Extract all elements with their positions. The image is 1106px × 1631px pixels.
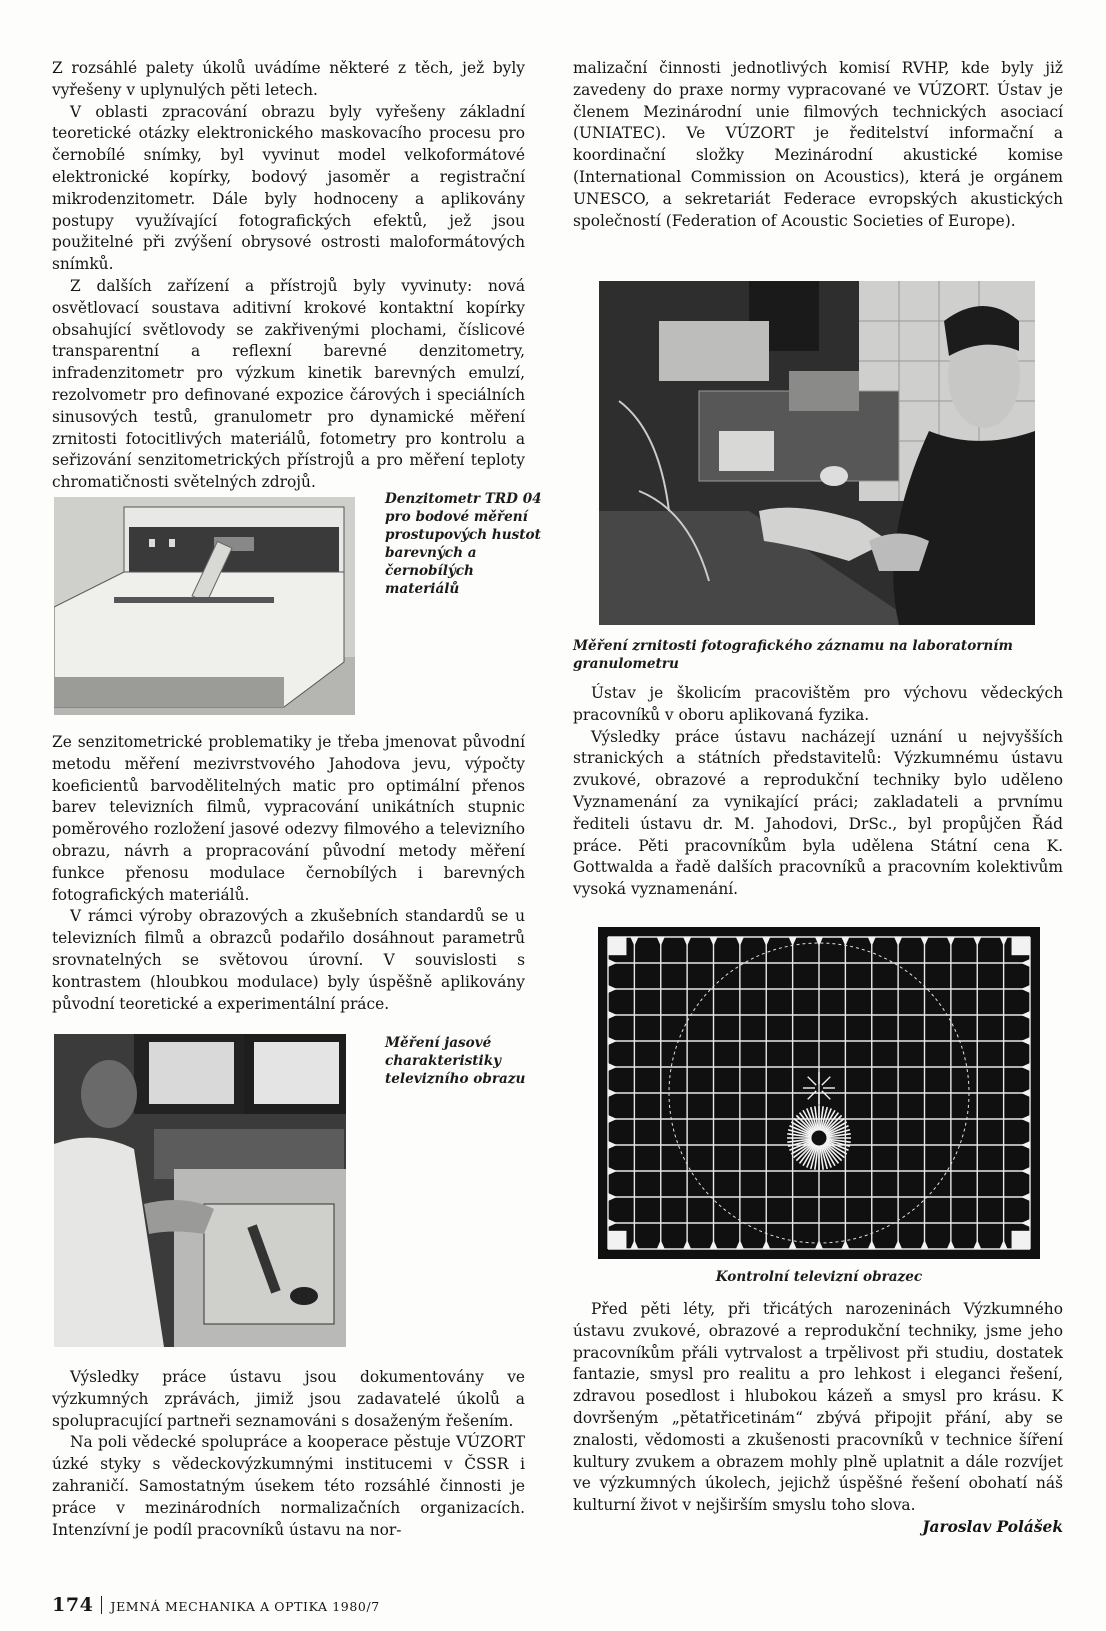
paragraph: Před pěti léty, při třicátých narozeninách Výzkumného ústavu zvukové, obrazové a reprodukční techniky, jsme jeho pracovníkům přáli vytrvalost a trpělivost při studiu, dostatek fantazie, smysl pro realitu a pro lehkost i eleganci řešení, zdravou posedlost i hlubokou kázeň a smysl pro krásu. K dovršeným „pětatřicetinám“ zbývá připojit přání, aby se znalosti, vědomosti a zkušenosti pracovníků v technice šíření kultury zvukem a obrazem mohly plně uplatnit a dále rozvíjet ve výzkumných úkolech, jejichž úspěšné řešení obohatí náš kulturní život v nejširším smyslu toho slova. — [573, 1300, 1063, 1515]
left-column-block-3 — [52, 1367, 525, 1541]
right-column-block-2 — [573, 683, 1063, 901]
test-pattern-caption: Kontrolní televizní obrazec — [715, 1269, 923, 1285]
paragraph: V oblasti zpracování obrazu byly vyřešeny základní teoretické otázky elektronického maskovacího procesu pro černobílé snímky, byl vyvinut model velkoformátové elektronické kopírky, bodový jasoměr a registrační mikrodenzitometr. Dále byly hodnoceny a aplikovány postupy využívající fotografických efektů, jež jsou použitelné při zvýšení obrysové ostrosti maloformátových snímků. — [52, 102, 525, 274]
densitometer-photo — [54, 497, 355, 715]
right-column-block-3 — [573, 1299, 1063, 1539]
paragraph: malizační činnosti jednotlivých komisí RVHP, kde byly již zavedeny do praxe normy vypracované ve VÚZORT. Ústav je členem Mezinárodní unie filmových technických asociací (UNIATEC). Ve VÚZORT je ředitelství informační a koordinační složky Mezinárodní akustické komise (International Commission on Acoustics), která je orgánem UNESCO, a sekretariát Federace evropských akustických společností (Federation of Acoustic Societies of Europe). — [573, 59, 1063, 230]
paragraph: Na poli vědecké spolupráce a kooperace pěstuje VÚZORT úzké styky s vědeckovýzkumnými institucemi v ČSSR i zahraničí. Samostatným úsekem této rozsáhlé činnosti je práce v mezinárodních normalizačních organizacích. Intenzívní je podíl pracovníků ústavu na nor- — [52, 1433, 525, 1539]
paragraph: Z rozsáhlé palety úkolů uvádíme některé z těch, jež byly vyřešeny v uplynulých pěti letech. — [52, 59, 525, 99]
author-signature: Jaroslav Polášek — [922, 1517, 1063, 1536]
paragraph: Výsledky práce ústavu jsou dokumentovány ve výzkumných zprávách, jimiž jsou zadavatelé úkolů a spolupracující partneři seznamováni s dosaženým řešením. — [52, 1368, 525, 1430]
footer-divider — [101, 1596, 102, 1614]
tv-test-pattern-image — [598, 927, 1040, 1259]
page-number: 174 — [52, 1594, 94, 1616]
paragraph: V rámci výroby obrazových a zkušebních standardů se u televizních filmů a obrazců podařilo dosáhnout parametrů srovnatelných se světovou úrovní. V souvislosti s kontrastem (hloubkou modulace) byly úspěšně aplikovány původní teoretické a experimentální práce. — [52, 907, 525, 1013]
densitometer-caption: Denzitometr TRD 04 pro bodové měření prostupových hustot barevných a černobílých materiálů — [385, 491, 542, 597]
granulometer-caption: Měření zrnitosti fotografického záznamu na laboratorním granulometru — [573, 638, 1013, 672]
granulometer-photo — [599, 281, 1035, 625]
left-column-block-2 — [52, 732, 525, 1015]
paragraph: Z dalších zařízení a přístrojů byly vyvinuty: nová osvětlovací soustava aditivní krokové kontaktní kopírky obsahující světlovody se zakřivenými plochami, číslicové transparentní a reflexní barevné denzitometry, infradenzitometr pro výzkum kinetik barevných emulzí, rezolvometr pro definované expozice čárových i speciálních sinusových testů, granulometr pro dynamické měření zrnitosti fotocitlivých materiálů, fotometry pro kontrolu a seřizování senzitometrických přístrojů a pro měření teploty chromatičnosti světelných zdrojů. — [52, 276, 525, 492]
left-column-block-1 — [52, 58, 525, 494]
tv-measurement-caption: Měření jasové charakteristiky televizního obrazu — [385, 1035, 526, 1087]
journal-title: JEMNÁ MECHANIKA A OPTIKA 1980/7 — [110, 1599, 380, 1614]
page-footer — [52, 1594, 380, 1616]
paragraph: Ústav je školicím pracovištěm pro výchovu vědeckých pracovníků v oboru aplikovaná fyzika. — [573, 684, 1063, 724]
tv-measurement-photo — [54, 1034, 346, 1347]
paragraph: Ze senzitometrické problematiky je třeba jmenovat původní metodu měření mezivrstvového Jahodova jevu, výpočty koeficientů barvodělitelných matic pro optimální přenos barev televizních filmů, vypracování unikátních stupnic poměrového rozložení jasové odezvy filmového a televizního obrazu, návrh a propracování původní metody měření funkce přenosu modulace černobílých i barevných fotografických materiálů. — [52, 733, 525, 904]
paragraph: Výsledky práce ústavu nacházejí uznání u nejvyšších stranických a státních představitelů: Výzkumnému ústavu zvukové, obrazové a reprodukční techniky bylo uděleno Vyznamenání za vynikající práci; zakladateli a prvnímu řediteli ústavu dr. M. Jahodovi, DrSc., byl propůjčen Řád práce. Pěti pracovníkům byla udělena Státní cena K. Gottwalda a řadě dalších pracovníků a pracovním kolektivům vysoká vyznamenání. — [573, 727, 1063, 899]
right-column-block-1 — [573, 58, 1063, 232]
